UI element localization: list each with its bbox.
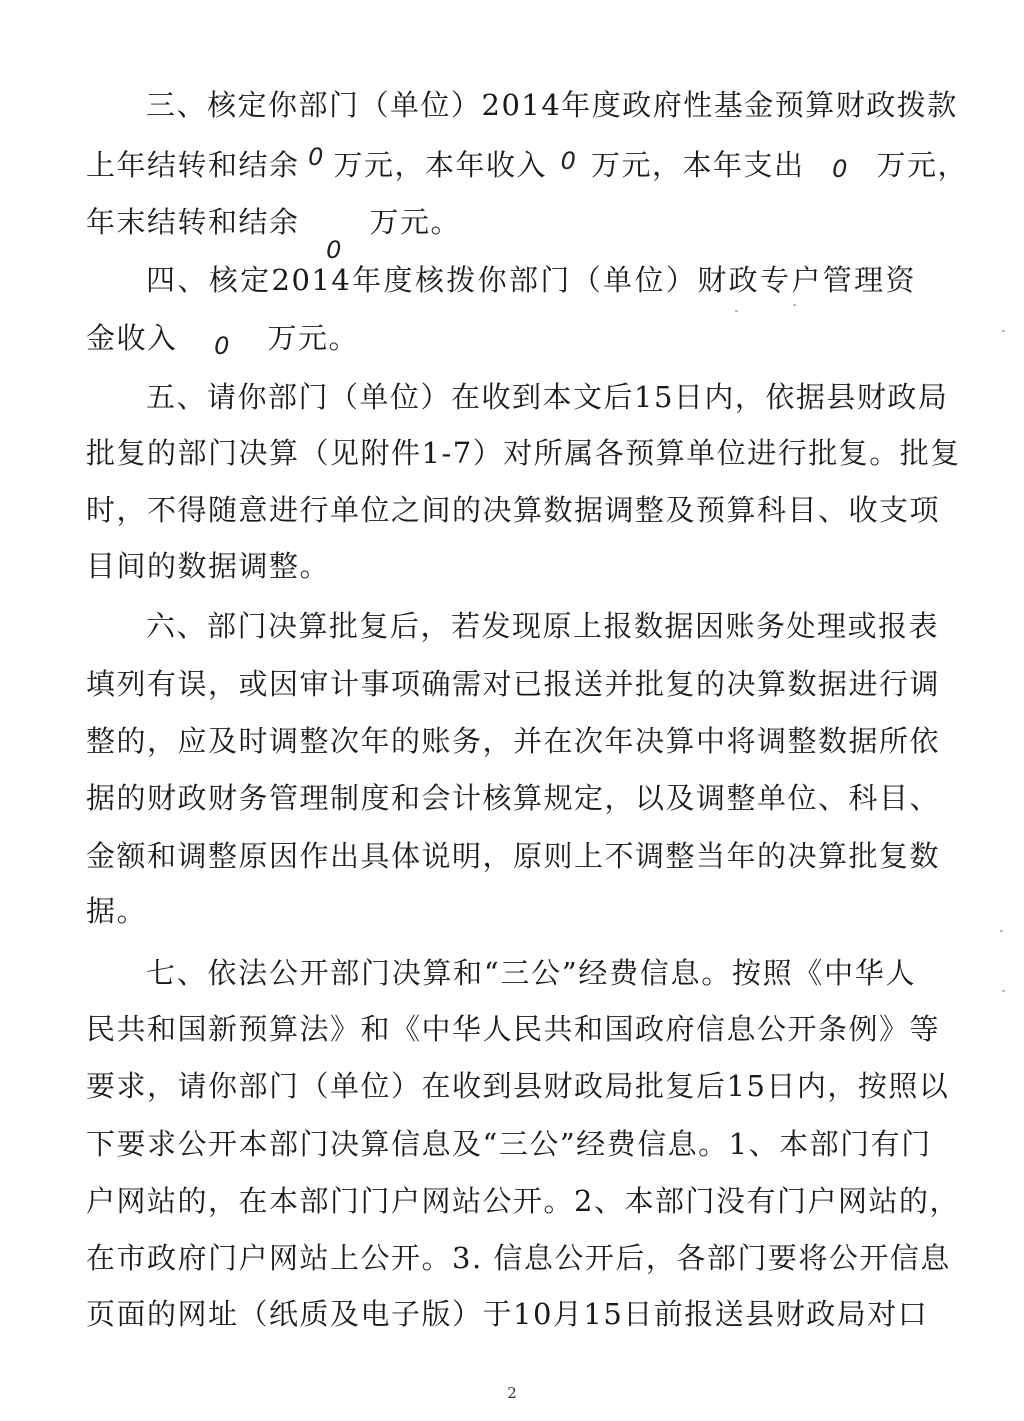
text-segment: 万元， [876,148,969,182]
scan-speck [735,310,738,312]
text-segment: 万元。 [267,321,360,355]
paragraph-5-line-2: 批复的部门决算（见附件1-7）对所属各预算单位进行批复。批复 [86,436,961,470]
handwritten-value: 0 [214,332,231,360]
page-number: 2 [507,1384,517,1402]
paragraph-5-line-3: 时，不得随意进行单位之间的决算数据调整及预算科目、收支项 [86,493,941,527]
paragraph-3-line-1: 三、核定你部门（单位）2014年度政府性基金预算财政拨款 [146,88,958,122]
text-segment: 万元。 [369,205,462,239]
paragraph-7-line-1: 七、依法公开部门决算和“三公”经费信息。按照《中华人 [146,956,916,990]
text-segment: 万元，本年支出 [591,148,805,182]
paragraph-7-line-6: 在市政府门户网站上公开。3. 信息公开后，各部门要将公开信息 [86,1241,951,1275]
paragraph-7-line-3: 要求，请你部门（单位）在收到县财政局批复后15日内，按照以 [86,1069,950,1103]
paragraph-6-line-6: 据。 [86,894,148,928]
scan-speck [1002,330,1005,332]
paragraph-3-line-3 [86,204,916,264]
paragraph-7-line-5: 户网站的，在本部门门户网站公开。2、本部门没有门户网站的， [86,1184,960,1218]
handwritten-value: 0 [308,143,325,171]
scan-speck [1000,930,1003,932]
paragraph-7-line-7: 页面的网址（纸质及电子版）于10月15日前报送县财政局对口 [86,1297,929,1331]
paragraph-7-line-2: 民共和国新预算法》和《中华人民共和国政府信息公开条例》等 [86,1012,941,1046]
paragraph-5-line-4: 目间的数据调整。 [86,549,331,583]
paragraph-4-line-2 [86,320,916,360]
paragraph-7-line-4: 下要求公开本部门决算信息及“三公”经费信息。1、本部门有门 [86,1127,932,1161]
scan-speck [1002,990,1005,992]
paragraph-6-line-2: 填列有误，或因审计事项确需对已报送并批复的决算数据进行调 [86,667,941,701]
text-segment: 上年结转和结余 [86,148,300,182]
scan-speck [793,304,796,306]
handwritten-value: 0 [832,155,849,183]
paragraph-4-line-1: 四、核定2014年度核拨你部门（单位）财政专户管理资 [146,263,916,297]
paragraph-3-line-2 [86,143,969,183]
paragraph-6-line-4: 据的财政财务管理制度和会计核算规定，以及调整单位、科目、 [86,781,941,815]
paragraph-5-line-1: 五、请你部门（单位）在收到本文后15日内，依据县财政局 [146,380,949,414]
paragraph-6-line-3: 整的，应及时调整次年的账务，并在次年决算中将调整数据所依 [86,724,941,758]
handwritten-value: 0 [326,236,343,264]
text-segment: 年末结转和结余 [86,205,300,239]
paragraph-6-line-5: 金额和调整原因作出具体说明，原则上不调整当年的决算批复数 [86,839,941,873]
handwritten-value: 0 [560,147,578,175]
paragraph-6-line-1: 六、部门决算批复后，若发现原上报数据因账务处理或报表 [146,609,940,643]
text-segment: 万元，本年收入 [333,148,548,182]
text-segment: 金收入 [86,321,178,355]
